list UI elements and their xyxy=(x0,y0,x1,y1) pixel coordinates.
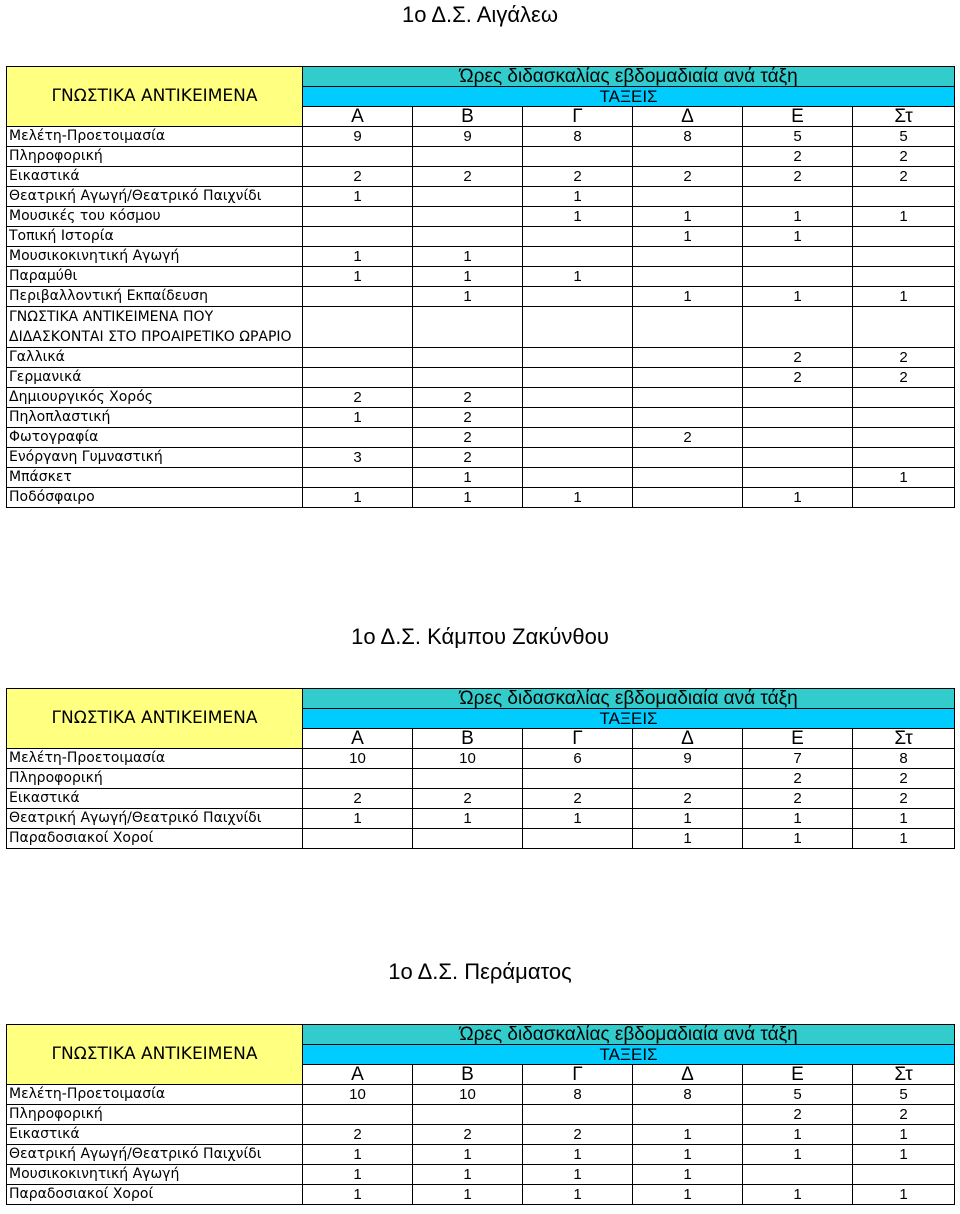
subject-cell: Πληροφορική xyxy=(7,147,303,167)
hours-cell xyxy=(853,267,955,287)
hours-cell: 1 xyxy=(853,207,955,227)
hours-cell: 10 xyxy=(413,749,523,769)
hours-cell xyxy=(303,207,413,227)
hours-cell: 2 xyxy=(523,167,633,187)
hours-cell xyxy=(413,307,523,348)
hours-cell: 1 xyxy=(743,488,853,508)
hours-cell xyxy=(633,388,743,408)
hours-cell: 1 xyxy=(303,488,413,508)
hours-cell: 2 xyxy=(853,368,955,388)
subject-cell: Μουσικές του κόσμου xyxy=(7,207,303,227)
hours-cell xyxy=(633,307,743,348)
hours-cell: 1 xyxy=(303,1185,413,1205)
hours-cell: 1 xyxy=(413,809,523,829)
class-header: Β xyxy=(413,729,523,749)
hours-cell xyxy=(743,267,853,287)
hours-cell xyxy=(633,1105,743,1125)
hours-cell: 2 xyxy=(303,167,413,187)
table-row xyxy=(7,287,955,307)
hours-cell: 1 xyxy=(743,287,853,307)
hours-cell xyxy=(303,307,413,348)
hours-cell: 1 xyxy=(633,829,743,849)
subject-cell: Εικαστικά xyxy=(7,167,303,187)
table-row xyxy=(7,408,955,428)
subjects-header: ΓΝΩΣΤΙΚΑ ΑΝΤΙΚΕΙΜΕΝΑ xyxy=(7,67,303,127)
hours-cell xyxy=(523,227,633,247)
hours-cell: 8 xyxy=(633,1085,743,1105)
hours-cell: 2 xyxy=(303,388,413,408)
hours-cell xyxy=(853,448,955,468)
hours-cell: 2 xyxy=(743,769,853,789)
hours-cell: 2 xyxy=(853,147,955,167)
hours-cell xyxy=(633,368,743,388)
hours-cell xyxy=(633,247,743,267)
hours-cell xyxy=(303,227,413,247)
hours-cell: 1 xyxy=(303,1145,413,1165)
subject-cell: Γερμανικά xyxy=(7,368,303,388)
hours-cell xyxy=(413,227,523,247)
hours-cell xyxy=(633,488,743,508)
school-title: 1ο Δ.Σ. Περάματος xyxy=(388,959,572,984)
hours-cell xyxy=(523,348,633,368)
class-header: Στ xyxy=(853,1065,955,1085)
hours-cell: 2 xyxy=(743,167,853,187)
hours-cell xyxy=(523,468,633,488)
hours-cell xyxy=(743,448,853,468)
hours-cell: 1 xyxy=(413,287,523,307)
hours-cell: 1 xyxy=(743,1125,853,1145)
hours-cell xyxy=(303,147,413,167)
hours-cell xyxy=(633,448,743,468)
hours-cell: 5 xyxy=(853,1085,955,1105)
table-row xyxy=(7,187,955,207)
table-row xyxy=(7,789,955,809)
table-row xyxy=(7,127,955,147)
hours-cell: 1 xyxy=(853,809,955,829)
subject-cell: Εικαστικά xyxy=(7,789,303,809)
hours-cell xyxy=(413,368,523,388)
hours-cell xyxy=(303,468,413,488)
hours-cell: 1 xyxy=(523,187,633,207)
hours-cell xyxy=(413,829,523,849)
subject-cell: Θεατρική Αγωγή/Θεατρικό Παιχνίδι xyxy=(7,809,303,829)
subject-cell: Δημιουργικός Χορός xyxy=(7,388,303,408)
hours-cell: 2 xyxy=(303,789,413,809)
table-row xyxy=(7,267,955,287)
subject-cell: Περιβαλλοντική Εκπαίδευση xyxy=(7,287,303,307)
hours-cell: 1 xyxy=(303,187,413,207)
hours-cell: 1 xyxy=(413,488,523,508)
hours-cell: 2 xyxy=(853,1105,955,1125)
subject-cell: Ενόργανη Γυμναστική xyxy=(7,448,303,468)
table-row xyxy=(7,809,955,829)
hours-cell xyxy=(303,829,413,849)
hours-cell xyxy=(853,408,955,428)
hours-cell: 2 xyxy=(523,1125,633,1145)
hours-cell xyxy=(523,307,633,348)
hours-cell: 1 xyxy=(743,1145,853,1165)
class-header: Γ xyxy=(523,1065,633,1085)
hours-cell: 1 xyxy=(743,227,853,247)
hours-cell: 10 xyxy=(303,749,413,769)
hours-cell: 2 xyxy=(853,167,955,187)
hours-cell: 1 xyxy=(303,247,413,267)
hours-cell xyxy=(413,348,523,368)
hours-cell: 2 xyxy=(743,368,853,388)
subject-cell: Παραδοσιακοί Χοροί xyxy=(7,1185,303,1205)
class-header: Γ xyxy=(523,107,633,127)
hours-cell: 1 xyxy=(413,1145,523,1165)
hours-cell xyxy=(303,769,413,789)
hours-header: Ώρες διδασκαλίας εβδομαδιαία ανά τάξη xyxy=(303,67,955,87)
hours-cell: 2 xyxy=(743,147,853,167)
hours-table xyxy=(6,1024,955,1205)
hours-cell xyxy=(523,769,633,789)
hours-cell xyxy=(523,287,633,307)
subject-cell: Θεατρική Αγωγή/Θεατρικό Παιχνίδι xyxy=(7,187,303,207)
hours-cell: 1 xyxy=(523,207,633,227)
table-row xyxy=(7,1185,955,1205)
hours-cell: 1 xyxy=(523,1145,633,1165)
hours-cell: 1 xyxy=(853,829,955,849)
class-header: Ε xyxy=(743,1065,853,1085)
hours-cell xyxy=(743,388,853,408)
hours-cell: 1 xyxy=(303,1165,413,1185)
hours-cell xyxy=(523,388,633,408)
table-row xyxy=(7,227,955,247)
class-header: Α xyxy=(303,107,413,127)
header-row xyxy=(7,67,955,87)
hours-cell: 5 xyxy=(743,1085,853,1105)
hours-cell: 1 xyxy=(633,227,743,247)
hours-cell xyxy=(523,829,633,849)
hours-cell: 1 xyxy=(303,809,413,829)
table-row xyxy=(7,388,955,408)
school-title: 1ο Δ.Σ. Κάμπου Ζακύνθου xyxy=(351,624,609,649)
hours-cell: 8 xyxy=(633,127,743,147)
subjects-header: ΓΝΩΣΤΙΚΑ ΑΝΤΙΚΕΙΜΕΝΑ xyxy=(7,689,303,749)
subject-cell: Μουσικοκινητική Αγωγή xyxy=(7,247,303,267)
table-row xyxy=(7,368,955,388)
header-row xyxy=(7,689,955,709)
hours-cell: 9 xyxy=(413,127,523,147)
class-header: Δ xyxy=(633,1065,743,1085)
hours-cell: 8 xyxy=(853,749,955,769)
hours-cell xyxy=(743,468,853,488)
hours-cell: 1 xyxy=(523,267,633,287)
table-row xyxy=(7,468,955,488)
subject-cell: Ποδόσφαιρο xyxy=(7,488,303,508)
hours-cell: 2 xyxy=(743,1105,853,1125)
subject-cell: ΓΝΩΣΤΙΚΑ ΑΝΤΙΚΕΙΜΕΝΑ ΠΟΥ ΔΙΔΑΣΚΟΝΤΑΙ ΣΤΟ ΠΡΟΑΙΡΕΤΙΚΟ ΩΡΑΡΙΟ xyxy=(7,307,303,348)
hours-cell xyxy=(523,428,633,448)
hours-cell xyxy=(413,1105,523,1125)
table-row xyxy=(7,147,955,167)
hours-cell: 2 xyxy=(633,167,743,187)
class-header: Γ xyxy=(523,729,633,749)
hours-cell: 1 xyxy=(303,408,413,428)
hours-cell xyxy=(743,408,853,428)
hours-cell xyxy=(853,388,955,408)
hours-cell: 1 xyxy=(413,1165,523,1185)
hours-cell xyxy=(633,468,743,488)
hours-cell: 2 xyxy=(413,448,523,468)
subject-cell: Πηλοπλαστική xyxy=(7,408,303,428)
class-header: Ε xyxy=(743,729,853,749)
hours-cell: 1 xyxy=(633,287,743,307)
subject-cell: Θεατρική Αγωγή/Θεατρικό Παιχνίδι xyxy=(7,1145,303,1165)
hours-cell xyxy=(303,368,413,388)
table-row xyxy=(7,448,955,468)
hours-cell: 2 xyxy=(413,428,523,448)
hours-cell: 1 xyxy=(633,207,743,227)
section-row xyxy=(7,307,955,348)
hours-cell xyxy=(743,307,853,348)
hours-cell xyxy=(413,147,523,167)
table-row xyxy=(7,488,955,508)
hours-cell: 2 xyxy=(413,167,523,187)
subject-cell: Παραδοσιακοί Χοροί xyxy=(7,829,303,849)
hours-cell: 1 xyxy=(523,809,633,829)
hours-cell: 1 xyxy=(633,1185,743,1205)
hours-cell xyxy=(413,187,523,207)
hours-cell: 7 xyxy=(743,749,853,769)
hours-cell: 1 xyxy=(633,1125,743,1145)
table-row xyxy=(7,749,955,769)
hours-cell: 1 xyxy=(523,1165,633,1185)
hours-cell xyxy=(523,368,633,388)
hours-cell: 2 xyxy=(633,428,743,448)
hours-cell: 9 xyxy=(633,749,743,769)
hours-cell: 1 xyxy=(633,809,743,829)
hours-cell: 2 xyxy=(853,789,955,809)
hours-cell: 6 xyxy=(523,749,633,769)
class-header: Α xyxy=(303,1065,413,1085)
hours-cell: 1 xyxy=(853,1145,955,1165)
class-header: Α xyxy=(303,729,413,749)
hours-cell: 1 xyxy=(633,1145,743,1165)
hours-cell xyxy=(743,1165,853,1185)
hours-cell: 10 xyxy=(303,1085,413,1105)
hours-cell: 2 xyxy=(303,1125,413,1145)
hours-cell xyxy=(853,187,955,207)
table-row xyxy=(7,348,955,368)
hours-cell: 9 xyxy=(303,127,413,147)
hours-cell: 1 xyxy=(303,267,413,287)
subject-cell: Τοπική Ιστορία xyxy=(7,227,303,247)
hours-cell: 2 xyxy=(523,789,633,809)
school-title: 1ο Δ.Σ. Αιγάλεω xyxy=(401,2,559,27)
hours-cell xyxy=(523,408,633,428)
class-header: Β xyxy=(413,1065,523,1085)
hours-cell xyxy=(743,187,853,207)
subject-cell: Φωτογραφία xyxy=(7,428,303,448)
hours-cell: 1 xyxy=(633,1165,743,1185)
hours-cell: 2 xyxy=(413,1125,523,1145)
hours-cell xyxy=(413,207,523,227)
hours-cell: 1 xyxy=(743,207,853,227)
classes-header: ΤΑΞΕΙΣ xyxy=(303,1045,955,1065)
hours-cell: 1 xyxy=(523,488,633,508)
hours-cell: 8 xyxy=(523,1085,633,1105)
hours-cell xyxy=(743,428,853,448)
table-row xyxy=(7,1165,955,1185)
subject-cell: Μελέτη-Προετοιμασία xyxy=(7,1085,303,1105)
hours-cell xyxy=(413,769,523,789)
hours-cell: 10 xyxy=(413,1085,523,1105)
hours-header: Ώρες διδασκαλίας εβδομαδιαία ανά τάξη xyxy=(303,689,955,709)
hours-cell: 1 xyxy=(853,287,955,307)
hours-cell: 1 xyxy=(413,468,523,488)
hours-cell: 1 xyxy=(413,1185,523,1205)
class-header: Δ xyxy=(633,107,743,127)
hours-cell xyxy=(633,408,743,428)
hours-cell: 2 xyxy=(413,789,523,809)
class-header: Δ xyxy=(633,729,743,749)
hours-cell: 1 xyxy=(853,1185,955,1205)
subjects-header: ΓΝΩΣΤΙΚΑ ΑΝΤΙΚΕΙΜΕΝΑ xyxy=(7,1025,303,1085)
hours-cell: 2 xyxy=(413,388,523,408)
hours-cell: 1 xyxy=(853,1125,955,1145)
hours-cell xyxy=(523,448,633,468)
subject-cell: Μελέτη-Προετοιμασία xyxy=(7,749,303,769)
table-row xyxy=(7,1145,955,1165)
class-header: Στ xyxy=(853,729,955,749)
subject-cell: Μουσικοκινητική Αγωγή xyxy=(7,1165,303,1185)
class-header: Στ xyxy=(853,107,955,127)
table-row xyxy=(7,829,955,849)
hours-cell: 2 xyxy=(853,769,955,789)
hours-cell xyxy=(853,488,955,508)
hours-cell xyxy=(633,348,743,368)
subject-cell: Μπάσκετ xyxy=(7,468,303,488)
table-row xyxy=(7,1125,955,1145)
hours-cell xyxy=(853,307,955,348)
hours-cell: 2 xyxy=(633,789,743,809)
hours-table xyxy=(6,66,955,508)
hours-cell: 2 xyxy=(413,408,523,428)
hours-cell xyxy=(303,1105,413,1125)
hours-cell xyxy=(853,1165,955,1185)
hours-cell xyxy=(303,428,413,448)
hours-cell: 1 xyxy=(743,829,853,849)
hours-cell xyxy=(853,227,955,247)
hours-cell: 2 xyxy=(743,348,853,368)
hours-cell: 1 xyxy=(413,267,523,287)
hours-cell xyxy=(743,247,853,267)
hours-cell: 1 xyxy=(413,247,523,267)
hours-cell xyxy=(523,1105,633,1125)
classes-header: ΤΑΞΕΙΣ xyxy=(303,87,955,107)
subject-cell: Πληροφορική xyxy=(7,769,303,789)
subject-cell: Εικαστικά xyxy=(7,1125,303,1145)
subject-cell: Μελέτη-Προετοιμασία xyxy=(7,127,303,147)
hours-cell: 2 xyxy=(743,789,853,809)
hours-cell xyxy=(303,348,413,368)
hours-cell xyxy=(523,147,633,167)
table-row xyxy=(7,1085,955,1105)
hours-header: Ώρες διδασκαλίας εβδομαδιαία ανά τάξη xyxy=(303,1025,955,1045)
table-row xyxy=(7,1105,955,1125)
classes-header: ΤΑΞΕΙΣ xyxy=(303,709,955,729)
hours-cell: 8 xyxy=(523,127,633,147)
subject-cell: Παραμύθι xyxy=(7,267,303,287)
table-row xyxy=(7,247,955,267)
hours-cell: 1 xyxy=(743,809,853,829)
header-row xyxy=(7,1025,955,1045)
hours-cell: 1 xyxy=(523,1185,633,1205)
subject-cell: Πληροφορική xyxy=(7,1105,303,1125)
table-row xyxy=(7,769,955,789)
hours-cell xyxy=(633,147,743,167)
hours-table xyxy=(6,688,955,849)
table-row xyxy=(7,428,955,448)
hours-cell xyxy=(633,267,743,287)
hours-cell: 5 xyxy=(853,127,955,147)
class-header: Β xyxy=(413,107,523,127)
hours-cell: 2 xyxy=(853,348,955,368)
hours-cell: 3 xyxy=(303,448,413,468)
hours-cell: 1 xyxy=(853,468,955,488)
hours-cell xyxy=(853,247,955,267)
hours-cell xyxy=(523,247,633,267)
table-row xyxy=(7,167,955,187)
hours-cell: 5 xyxy=(743,127,853,147)
hours-cell xyxy=(633,769,743,789)
hours-cell: 1 xyxy=(743,1185,853,1205)
class-header: Ε xyxy=(743,107,853,127)
subject-cell: Γαλλικά xyxy=(7,348,303,368)
hours-cell xyxy=(633,187,743,207)
hours-cell xyxy=(853,428,955,448)
hours-cell xyxy=(303,287,413,307)
table-row xyxy=(7,207,955,227)
